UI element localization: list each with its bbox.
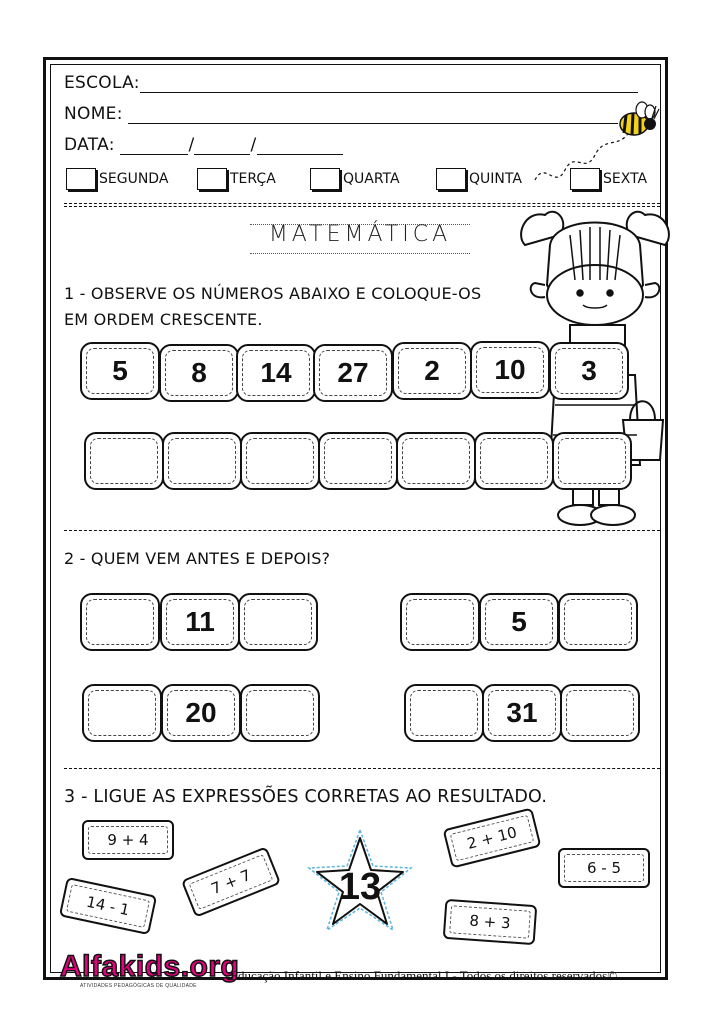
q1-number-card <box>470 341 550 399</box>
q1-answer-box[interactable] <box>84 432 164 490</box>
escola-blank[interactable] <box>140 78 638 93</box>
title-text: MATEMÁTICA <box>268 222 452 247</box>
day-blank[interactable] <box>120 140 188 155</box>
q1-prompt <box>64 281 481 333</box>
checkbox[interactable] <box>436 168 466 190</box>
q1-number-card <box>236 344 316 402</box>
logo-subtitle: ATIVIDADES PEDAGÓGICAS DE QUALIDADE <box>80 983 197 989</box>
checkbox[interactable] <box>197 168 227 190</box>
date-separator: / <box>250 135 257 155</box>
divider <box>64 203 660 204</box>
day-terca[interactable] <box>197 168 276 190</box>
year-blank[interactable] <box>257 140 343 155</box>
divider <box>64 768 660 769</box>
q1-number-card <box>159 344 239 402</box>
expression-card[interactable] <box>82 820 174 860</box>
q2-prompt: 2 - QUEM VEM ANTES E DEPOIS? <box>64 549 331 568</box>
result-star[interactable] <box>305 826 415 936</box>
card-value: 2 <box>424 355 440 386</box>
card-value: 5 <box>112 355 128 386</box>
card-value: 11 <box>185 606 215 637</box>
result-value: 13 <box>338 866 382 908</box>
q1-number-card <box>549 342 629 400</box>
q1-answer-box[interactable] <box>474 432 554 490</box>
card-value: 14 <box>260 357 292 388</box>
expression-text: 8 + 3 <box>468 911 512 933</box>
q1-prompt-line1: 1 - OBSERVE OS NÚMEROS ABAIXO E COLOQUE-OS <box>64 284 482 303</box>
expression-text: 14 - 1 <box>84 892 132 920</box>
q1-answer-box[interactable] <box>162 432 242 490</box>
escola-field <box>64 73 638 93</box>
q2-before-box[interactable] <box>82 684 162 742</box>
day-quarta[interactable] <box>310 168 400 190</box>
q1-number-card <box>313 344 393 402</box>
q1-number-card <box>80 342 160 400</box>
q1-answer-box[interactable] <box>240 432 320 490</box>
expression-card[interactable] <box>443 899 538 945</box>
q2-given-card <box>160 593 240 651</box>
day-label: QUINTA <box>469 171 522 187</box>
card-value: 27 <box>337 357 369 388</box>
day-quinta[interactable] <box>436 168 522 190</box>
expression-text: 6 - 5 <box>586 859 622 877</box>
escola-label: ESCOLA: <box>64 73 140 93</box>
data-field <box>64 135 343 155</box>
expression-text: 9 + 4 <box>107 831 149 849</box>
q2-before-box[interactable] <box>404 684 484 742</box>
alfakids-logo[interactable]: Alfakids.org <box>60 950 240 983</box>
q2-after-box[interactable] <box>560 684 640 742</box>
checkbox[interactable] <box>66 168 96 190</box>
checkbox[interactable] <box>310 168 340 190</box>
data-label: DATA: <box>64 135 115 155</box>
day-label: SEGUNDA <box>99 171 169 187</box>
card-value: 10 <box>494 354 526 385</box>
q3-prompt: 3 - LIGUE AS EXPRESSÕES CORRETAS AO RESULTADO. <box>64 787 548 807</box>
q1-answer-box[interactable] <box>552 432 632 490</box>
q2-after-box[interactable] <box>240 684 320 742</box>
q1-answer-box[interactable] <box>396 432 476 490</box>
q2-before-box[interactable] <box>400 593 480 651</box>
bee-icon <box>612 98 660 142</box>
card-value: 8 <box>191 357 207 388</box>
weekday-checkboxes <box>64 168 664 194</box>
q2-given-card <box>482 684 562 742</box>
footer <box>60 950 670 990</box>
day-segunda[interactable] <box>66 168 168 190</box>
page-title <box>240 222 480 256</box>
q2-after-box[interactable] <box>558 593 638 651</box>
divider <box>64 530 660 531</box>
card-value: 3 <box>581 355 597 386</box>
day-label: SEXTA <box>603 171 648 187</box>
day-label: TERÇA <box>230 171 276 187</box>
day-label: QUARTA <box>343 171 400 187</box>
expression-text: 7 + 7 <box>208 865 254 899</box>
q2-given-card <box>161 684 241 742</box>
date-separator: / <box>188 135 195 155</box>
card-value: 20 <box>185 697 217 728</box>
month-blank[interactable] <box>194 140 250 155</box>
q2-before-box[interactable] <box>80 593 160 651</box>
nome-label: NOME: <box>64 104 123 124</box>
card-value: 31 <box>506 697 538 728</box>
q1-prompt-line2: EM ORDEM CRESCENTE. <box>64 310 263 329</box>
expression-text: 2 + 10 <box>465 823 519 853</box>
copyright-text: Educação Infantil e Ensino Fundamental I - Todos os direitos reservados© <box>230 968 618 983</box>
q2-after-box[interactable] <box>238 593 318 651</box>
expression-card[interactable] <box>558 848 650 888</box>
day-sexta[interactable] <box>570 168 647 190</box>
q1-number-card <box>392 342 472 400</box>
q2-given-card <box>479 593 559 651</box>
checkbox[interactable] <box>570 168 600 190</box>
card-value: 5 <box>511 606 527 637</box>
q1-answer-box[interactable] <box>318 432 398 490</box>
